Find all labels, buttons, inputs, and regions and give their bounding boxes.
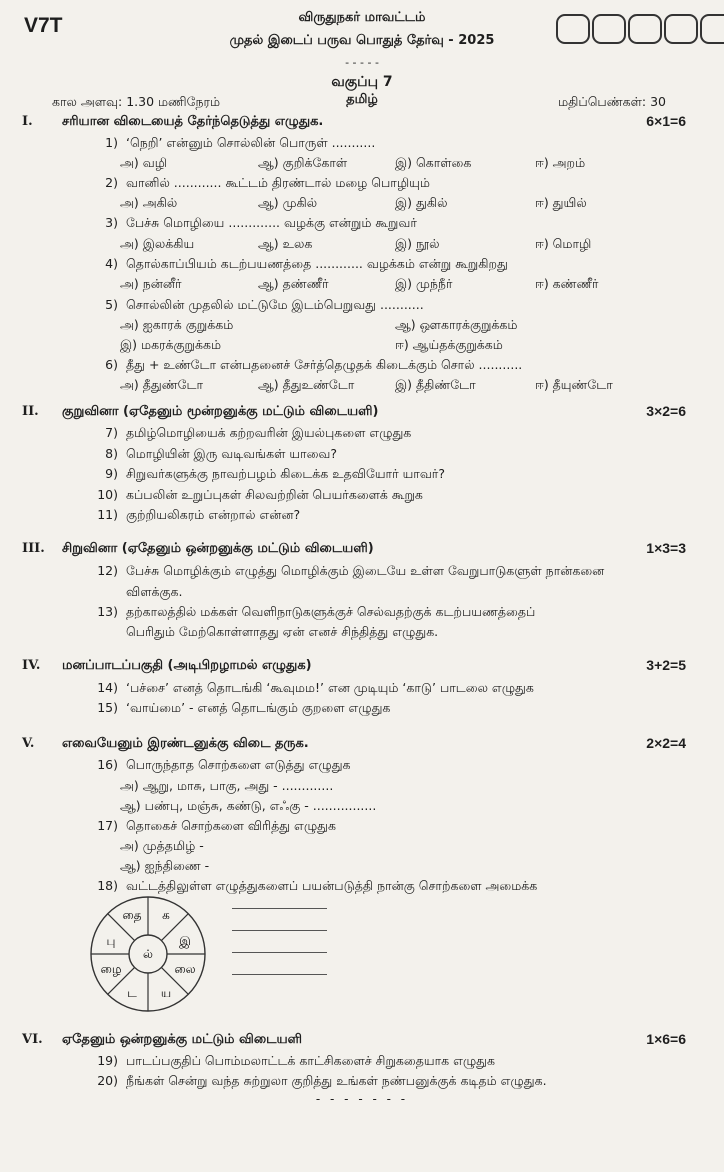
section-4-marks: 3+2=5 xyxy=(646,657,686,673)
answer-line xyxy=(232,908,327,909)
q-number: 15) xyxy=(97,700,118,715)
answer-line xyxy=(232,974,327,975)
question-19 xyxy=(88,1053,495,1070)
section-title: சரியான விடையைத் தேர்ந்தெடுத்து எழுதுக. xyxy=(62,114,324,129)
option: ஈ) அறம் xyxy=(535,155,586,170)
wheel-letter: பு xyxy=(106,934,116,948)
section-3-heading xyxy=(22,541,374,557)
section-number: V. xyxy=(22,736,35,751)
q-text: மொழியின் இரு வடிவங்கள் யாவை? xyxy=(126,446,338,461)
question-17 xyxy=(88,818,336,835)
header-divider: - - - - - xyxy=(345,56,379,69)
option: ஆ) உலக xyxy=(258,236,313,251)
option: அ) வழி xyxy=(120,155,168,170)
question-5 xyxy=(88,297,424,314)
question-18 xyxy=(88,878,537,895)
q-text: தொல்காப்பியம் கடற்பயணத்தை ............ வழக்கம் என்று கூறுகிறது xyxy=(126,256,508,271)
q-number: 8) xyxy=(105,446,118,461)
question-7 xyxy=(88,425,411,442)
section-6-marks: 1×6=6 xyxy=(646,1031,686,1047)
q-text: ‘வாய்மை’ - எனத் தொடங்கும் குறளை எழுதுக xyxy=(126,700,391,715)
q-text: தொகைச் சொற்களை விரித்து எழுதுக xyxy=(126,818,337,833)
question-10 xyxy=(88,487,423,504)
section-number: I. xyxy=(22,114,33,129)
option: அ) தீதுண்டோ xyxy=(120,377,203,392)
question-8 xyxy=(88,446,337,463)
q-text: பேச்சு மொழிக்கும் எழுத்து மொழிக்கும் இடையே உள்ள வேறுபாடுகளுள் நான்கனை xyxy=(126,563,605,578)
section-2-heading xyxy=(22,404,378,420)
q-text: பாடப்பகுதிப் பொம்மலாட்டக் காட்சிகளைச் சிறுகதையாக எழுதுக xyxy=(126,1053,496,1068)
question-20 xyxy=(88,1073,547,1090)
option: ஆ) தீதுஉண்டோ xyxy=(258,377,355,392)
wheel-center-letter: ல் xyxy=(143,947,153,961)
q-text: சிறுவர்களுக்கு நாவற்பழம் கிடைக்க உதவியோர் யாவர்? xyxy=(126,466,445,481)
option: ஈ) துயில் xyxy=(535,195,587,210)
option: ஆ) குறிக்கோள் xyxy=(258,155,348,170)
q-number: 13) xyxy=(97,604,118,619)
q-text: தமிழ்மொழியைக் கற்றவரின் இயல்புகளை எழுதுக xyxy=(126,425,412,440)
section-title: ஏதேனும் ஒன்றனுக்கு மட்டும் விடையளி xyxy=(62,1032,302,1047)
option: இ) தீதிண்டோ xyxy=(395,377,476,392)
question-3 xyxy=(88,215,417,232)
section-number: II. xyxy=(22,404,39,419)
q-number: 10) xyxy=(97,487,118,502)
q-number: 17) xyxy=(97,818,118,833)
q-text-continued: பெரிதும் மேற்கொள்ளாதது ஏன் எனச் சிந்தித்து எழுதுக. xyxy=(126,624,439,639)
q-number: 12) xyxy=(97,563,118,578)
q-text-continued: விளக்குக. xyxy=(126,584,183,599)
question-4 xyxy=(88,256,508,273)
q-text: ‘பச்சை’ எனத் தொடங்கி ‘கூவுமம!’ என முடியும் ‘காடு’ பாடலை எழுதுக xyxy=(126,680,534,695)
q-number: 2) xyxy=(105,175,118,190)
option: ஈ) கண்ணீர் xyxy=(535,276,599,291)
sub-question: அ) ஆறு, மாசு, பாகு, அது - ............. xyxy=(120,778,334,793)
section-5-marks: 2×2=4 xyxy=(646,735,686,751)
section-2-marks: 3×2=6 xyxy=(646,403,686,419)
q-text: பேச்சு மொழியை ............. வழக்கு என்றும் கூறுவர் xyxy=(126,215,417,230)
subject-label: தமிழ் xyxy=(346,92,378,107)
wheel-letter: இ xyxy=(179,934,191,948)
district-title: விருதுநகர் மாவட்டம் xyxy=(298,10,426,25)
section-number: IV. xyxy=(22,658,41,673)
section-1-marks: 6×1=6 xyxy=(646,113,686,129)
q-number: 20) xyxy=(97,1073,118,1088)
option: ஈ) தீயுண்டோ xyxy=(535,377,613,392)
max-marks: மதிப்பெண்கள்: 30 xyxy=(558,94,666,109)
wheel-letter: லை xyxy=(174,962,196,976)
question-15 xyxy=(88,700,390,717)
option: இ) துகில் xyxy=(395,195,448,210)
q-number: 11) xyxy=(97,507,118,522)
option: இ) முந்நீர் xyxy=(395,276,453,291)
class-label: வகுப்பு 7 xyxy=(331,74,393,90)
question-16 xyxy=(88,757,351,774)
sub-question: ஆ) பண்பு, மஞ்சு, கண்டு, எஃகு - ................ xyxy=(120,798,377,813)
option: இ) நூல் xyxy=(395,236,440,251)
q-text: சொல்லின் முதலில் மட்டுமே இடம்பெறுவது ........... xyxy=(126,297,424,312)
option: இ) மகரக்குறுக்கம் xyxy=(120,337,222,352)
q-number: 7) xyxy=(105,425,118,440)
time-allowed: கால அளவு: 1.30 மணிநேரம் xyxy=(52,94,221,109)
q-text: வட்டத்திலுள்ள எழுத்துகளைப் பயன்படுத்தி நான்கு சொற்களை அமைக்க xyxy=(126,878,538,893)
exam-title: முதல் இடைப் பருவ பொதுத் தேர்வு - 2025 xyxy=(229,33,495,48)
q-text: தற்காலத்தில் மக்கள் வெளிநாடுகளுக்குச் செல்வதற்குக் கடற்பயணத்தைப் xyxy=(126,604,536,619)
q-number: 19) xyxy=(97,1053,118,1068)
section-number: VI. xyxy=(22,1032,43,1047)
option: ஈ) ஆய்தக்குறுக்கம் xyxy=(395,337,503,352)
option: ஈ) மொழி xyxy=(535,236,592,251)
question-9 xyxy=(88,466,445,483)
question-6 xyxy=(88,357,522,374)
question-11 xyxy=(88,507,300,524)
section-title: மனப்பாடப்பகுதி (அடிபிறழாமல் எழுதுக) xyxy=(62,658,312,673)
section-title: குறுவினா (ஏதேனும் மூன்றனுக்கு மட்டும் விடையளி) xyxy=(62,404,379,419)
option: இ) கொள்கை xyxy=(395,155,472,170)
q-text: வானில் ............ கூட்டம் திரண்டால் மழை பொழியும் xyxy=(126,175,430,190)
option: அ) அகில் xyxy=(120,195,178,210)
q-text: கப்பலின் உறுப்புகள் சிலவற்றின் பெயர்களைக் கூறுக xyxy=(126,487,423,502)
q-number: 18) xyxy=(97,878,118,893)
q-text: குற்றியலிகரம் என்றால் என்ன? xyxy=(126,507,301,522)
section-4-heading xyxy=(22,658,312,674)
question-13 xyxy=(88,604,535,621)
q-text: தீது + உண்டோ என்பதனைச் சேர்த்தெழுதக் கிடைக்கும் சொல் ........... xyxy=(126,357,523,372)
section-number: III. xyxy=(22,541,45,556)
q-number: 4) xyxy=(105,256,118,271)
q-number: 16) xyxy=(97,757,118,772)
q-number: 5) xyxy=(105,297,118,312)
option: அ) ஐகாரக் குறுக்கம் xyxy=(120,317,234,332)
wheel-letter: க xyxy=(162,908,170,922)
section-6-heading xyxy=(22,1032,302,1048)
question-1 xyxy=(88,135,375,152)
q-text: பொருந்தாத சொற்களை எடுத்து எழுதுக xyxy=(126,757,351,772)
section-3-marks: 1×3=3 xyxy=(646,540,686,556)
q-text: நீங்கள் சென்று வந்த சுற்றுலா குறித்து உங்கள் நண்பனுக்குக் கடிதம் எழுதுக. xyxy=(126,1073,547,1088)
wheel-letter: ழை xyxy=(100,962,122,976)
section-title: எவையேனும் இரண்டனுக்கு விடை தருக. xyxy=(62,736,309,751)
answer-line xyxy=(232,952,327,953)
q-number: 3) xyxy=(105,215,118,230)
sub-question: அ) முத்தமிழ் - xyxy=(120,838,204,853)
q-number: 14) xyxy=(97,680,118,695)
sub-question: ஆ) ஐந்திணை - xyxy=(120,858,210,873)
answer-line xyxy=(232,930,327,931)
section-title: சிறுவினா (ஏதேனும் ஒன்றனுக்கு மட்டும் விடையளி) xyxy=(62,541,374,556)
section-1-heading xyxy=(22,114,323,130)
q-text: ‘நெறி’ என்னும் சொல்லின் பொருள் ........... xyxy=(126,135,376,150)
option: ஆ) தண்ணீர் xyxy=(258,276,329,291)
wheel-letter: ய xyxy=(160,986,172,1000)
option: அ) நன்னீர் xyxy=(120,276,182,291)
paper-code: V7T xyxy=(24,14,63,37)
question-2 xyxy=(88,175,430,192)
wheel-letter: தை xyxy=(122,908,142,922)
letter-wheel xyxy=(89,895,207,1013)
wheel-letter: ட xyxy=(127,986,137,1000)
q-number: 6) xyxy=(105,357,118,372)
question-14 xyxy=(88,680,534,697)
q-number: 1) xyxy=(105,135,118,150)
question-12 xyxy=(88,563,604,580)
q-number: 9) xyxy=(105,466,118,481)
option: ஆ) முகில் xyxy=(258,195,318,210)
option: ஆ) ஔகாரக்குறுக்கம் xyxy=(395,317,518,332)
option: அ) இலக்கிய xyxy=(120,236,195,251)
end-divider: - - - - - - - xyxy=(315,1092,409,1106)
section-5-heading xyxy=(22,736,309,752)
